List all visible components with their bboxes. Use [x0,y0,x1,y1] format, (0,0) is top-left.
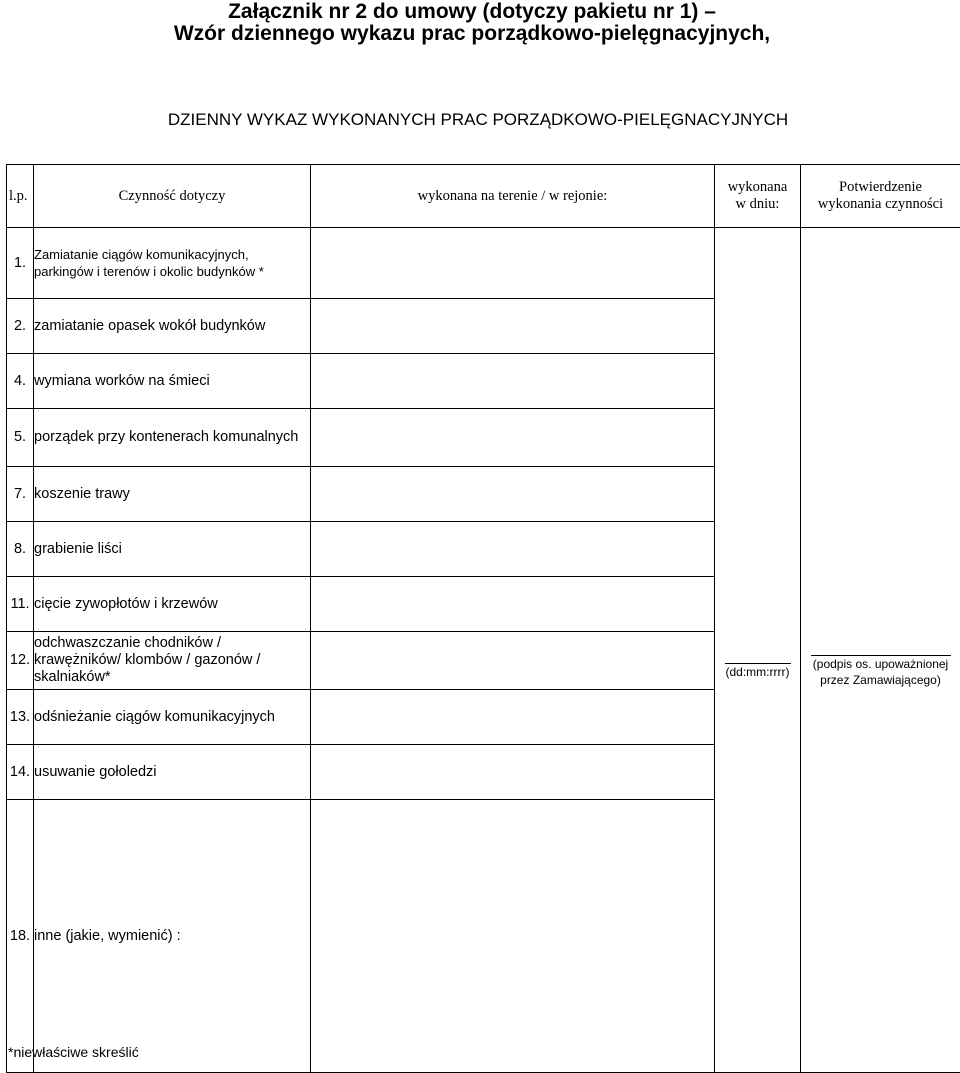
row-area-cell[interactable] [311,745,715,800]
row-number: 8. [7,522,34,577]
row-activity-other: inne (jakie, wymienić) : [34,800,311,1073]
footnote: *niewłaściwe skreślić [8,1044,139,1060]
header-date-line1: wykonana [728,179,788,195]
table-header-row [7,165,960,228]
document-title-line1: Załącznik nr 2 do umowy (dotyczy pakietu nr 1) – [0,0,952,24]
signature-caption-line1: (podpis os. upoważnionej [801,656,960,672]
row-area-cell[interactable] [311,354,715,409]
signature-caption-line2: przez Zamawiającego) [801,672,960,688]
row-area-cell[interactable] [311,299,715,354]
row-number: 1. [7,228,34,299]
confirmation-cell[interactable] [801,228,960,1073]
document-title-line2: Wzór dziennego wykazu prac porządkowo-pielęgnacyjnych, [0,22,952,46]
header-date [715,165,801,228]
row-activity: wymiana worków na śmieci [34,354,311,409]
date-format-hint: (dd:mm:rrrr) [715,664,800,680]
row-number: 18. [7,800,34,1073]
row-activity: zamiatanie opasek wokół budynków [34,299,311,354]
header-lp: l.p. [7,165,34,228]
row-activity: cięcie zywopłotów i krzewów [34,577,311,632]
row-activity: Zamiatanie ciągów komunikacyjnych, parkingów i terenów i okolic budynków * [34,228,311,299]
row-number: 5. [7,409,34,467]
header-confirmation-line1: Potwierdzenie [839,179,922,195]
row-activity: koszenie trawy [34,467,311,522]
row-area-cell[interactable] [311,228,715,299]
header-date-line2: w dniu: [736,196,780,212]
row-area-cell[interactable] [311,690,715,745]
row-number: 12. [7,632,34,690]
row-number: 14. [7,745,34,800]
row-area-cell[interactable] [311,577,715,632]
date-cell[interactable] [715,228,801,1073]
header-area: wykonana na terenie / w rejonie: [311,165,715,228]
header-confirmation-line2: wykonania czynności [818,196,943,212]
row-area-cell[interactable] [311,467,715,522]
row-number: 7. [7,467,34,522]
form-heading: DZIENNY WYKAZ WYKONANYCH PRAC PORZĄDKOWO-PIELĘGNACYJNYCH [0,110,958,130]
row-number: 13. [7,690,34,745]
header-activity: Czynność dotyczy [34,165,311,228]
row-activity: odchwaszczanie chodników / krawężników/ klombów / gazonów / skalniaków* [34,632,311,690]
work-log-table [6,164,960,1073]
row-area-cell[interactable] [311,522,715,577]
row-activity: porządek przy kontenerach komunalnych [34,409,311,467]
row-area-cell[interactable] [311,632,715,690]
row-number: 11. [7,577,34,632]
header-confirmation [801,165,960,228]
row-activity: usuwanie gołoledzi [34,745,311,800]
row-area-cell[interactable] [311,409,715,467]
row-number: 4. [7,354,34,409]
row-activity: grabienie liści [34,522,311,577]
row-number: 2. [7,299,34,354]
row-area-cell[interactable] [311,800,715,1073]
row-activity: odśnieżanie ciągów komunikacyjnych [34,690,311,745]
table-row [7,228,960,299]
